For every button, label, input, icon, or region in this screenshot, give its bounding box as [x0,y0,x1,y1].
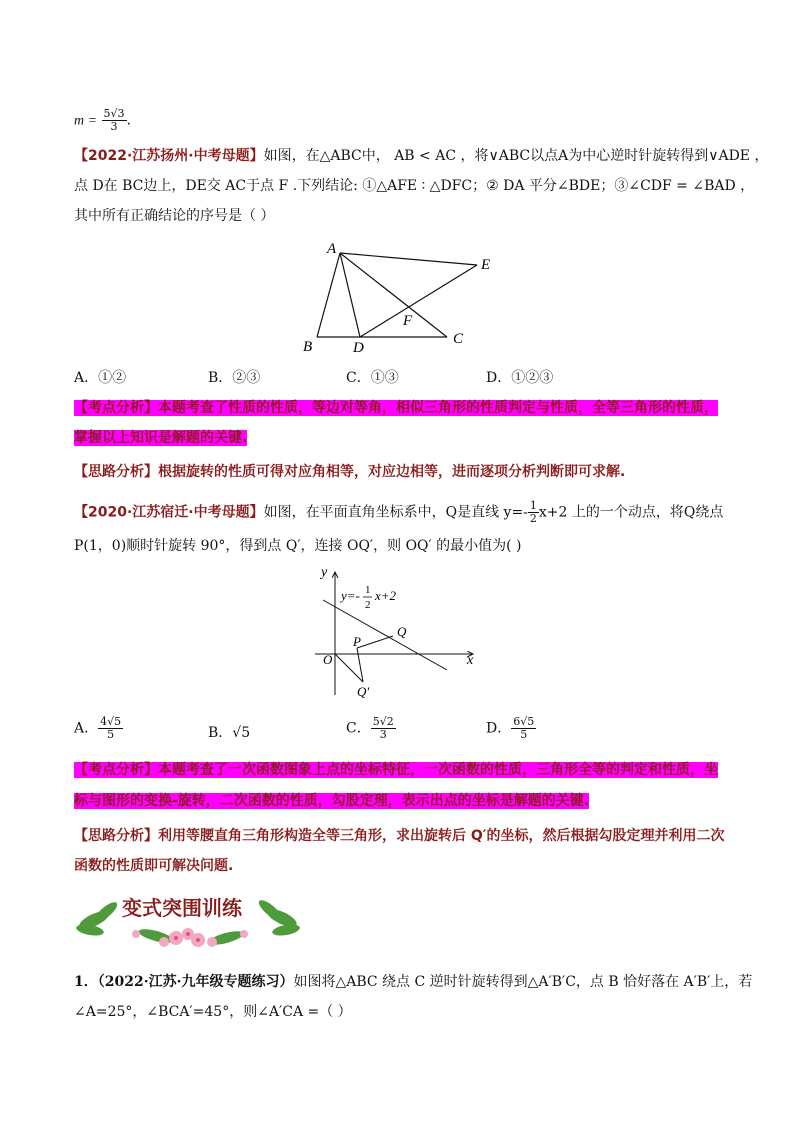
q1-option-b[interactable]: B．②③ [208,370,261,386]
q2-line-2 [74,536,522,556]
q2-option-c[interactable] [346,716,396,741]
q2-option-d-num: 6√5 [513,715,535,728]
point-P-label: P [353,634,361,649]
q1-option-d[interactable]: D．①②③ [486,370,554,386]
q1-analysis-line-1 [74,398,718,418]
m-eq-text: m = [74,113,98,129]
label-A: A [327,241,337,257]
q1-analysis-line-2 [74,428,247,448]
q2-line-1 [74,500,723,525]
line-eq-b: x+2 [375,588,397,603]
q2-option-d-label: D． [486,720,512,737]
axis-y-label: y [321,565,328,580]
q2-analysis-text-2: 标与图形的变换-旋转，二次函数的性质，勾股定理，表示出点的坐标是解题的关键. [74,793,590,809]
q2-option-d-fraction [511,716,536,741]
banner-title: 变式突围训练 [122,896,242,920]
q1-line-3 [74,206,274,226]
point-Qprime-label: Q′ [357,684,370,699]
m-fraction [102,108,127,133]
q2-thinking-text-2: 函数的性质即可解决问题. [74,858,234,874]
q2-thinking-tag: 【思路分析】 [74,828,158,844]
q1-analysis-tag: 【考点分析】 [74,400,158,416]
q2-option-b[interactable]: B．√5 [208,725,251,741]
q2-option-a[interactable] [74,716,123,741]
q1-thinking-line [74,462,625,482]
q1-thinking-text: 根据旋转的性质可得对应角相等，对应边相等，进而逐项分析判断即可求解. [158,464,626,480]
origin-label: O [323,652,333,667]
q2-analysis-tag: 【考点分析】 [74,762,158,778]
q2-text-1b: x+2 上的一个动点，将Q绕点 [538,504,724,521]
section-banner [76,884,300,956]
q1-text-2: 点 D在 BC边上，DE交 AC于点 F .下列结论: ①△AFE ∶ △DFC；② DA 平分∠BDE；③∠CDF = ∠BAD ， [74,178,755,194]
q1-option-a[interactable]: A．①② [74,370,127,386]
q1-analysis-text-1: 本题考查了性质的性质，等边对等角，相似三角形的性质判定与性质，全等三角形的性质， [158,400,718,416]
line-eq-den: 2 [365,599,371,611]
label-C: C [453,331,464,347]
q1-analysis-text-2: 掌握以上知识是解题的关键. [74,430,248,446]
q3-number-tag: 1．（2022·江苏·九年级专题练习） [74,974,294,990]
q2-option-a-label: A． [74,720,99,737]
q2-thinking-line-2 [74,856,233,876]
q3-line-1 [74,972,752,992]
m-equation: m = $\frac{5√3}{3}$ . [74,107,131,133]
m-denominator: 3 [110,120,118,133]
q2-analysis-line-1 [74,760,718,780]
label-D: D [353,340,364,356]
q2-slope-fraction [528,500,539,525]
q1-line-2 [74,176,754,196]
q1-thinking-tag: 【思路分析】 [74,464,158,480]
q2-thinking-text-1: 利用等腰直角三角形构造全等三角形，求出旋转后 Q′的坐标，然后根据勾股定理并利用二次 [158,828,725,844]
label-B: B [303,339,313,355]
q1-triangle-figure [295,235,510,360]
q1-text-3: 其中所有正确结论的序号是（ ） [74,208,275,224]
label-E: E [481,257,491,273]
q2-option-a-fraction [98,716,123,741]
q2-option-a-num: 4√5 [100,715,122,728]
q2-text-2: P(1，0)顺时针旋转 90°，得到点 Q′，连接 OQ′，则 OQ′ 的最小值为( ) [74,538,522,554]
q3-text-1: 如图将△ABC 绕点 C 逆时针旋转得到△A′B′C，点 B 恰好落在 A′B′上，若 [293,974,753,990]
q2-option-c-label: C． [346,720,371,737]
q3-line-2 [74,1002,352,1022]
q2-option-d[interactable] [486,716,536,741]
point-Q-label: Q [397,624,407,639]
m-numerator: 5√3 [103,107,125,120]
line-eq-num: 1 [365,584,371,596]
q1-source-tag: 【2022·江苏扬州·中考母题】 [74,148,264,164]
q2-coordinate-figure [305,560,485,705]
q1-text-1: 如图，在△ABC中， AB < AC ，将∨ABC以点A为中心逆时针旋转得到∨ADE ， [263,148,769,164]
q2-option-c-num: 5√2 [372,715,394,728]
q3-text-2: ∠A=25°，∠BCA′=45°，则∠A′CA =（ ） [74,1004,352,1020]
axis-x-label: x [467,653,474,668]
q2-source-tag: 【2020·江苏宿迁·中考母题】 [74,504,264,521]
q2-text-1a: 如图，在平面直角坐标系中，Q是直线 y=- [263,504,528,521]
q1-option-c[interactable]: C．①③ [346,370,399,386]
q2-option-a-den: 5 [107,728,115,741]
q2-option-c-fraction [371,716,396,741]
q2-frac-den: 2 [529,512,537,525]
q2-analysis-text-1: 本题考查了一次函数图象上点的坐标特征，一次函数的性质，三角形全等的判定和性质，坐 [158,762,718,778]
q2-frac-num: 1 [529,499,537,512]
label-F: F [403,313,413,329]
q2-option-d-den: 5 [520,728,528,741]
line-eq-a: y=- [341,588,360,603]
q2-thinking-line-1 [74,826,724,846]
q1-line-1 [74,146,768,166]
q2-option-c-den: 3 [379,728,387,741]
q2-analysis-line-2 [74,791,589,811]
